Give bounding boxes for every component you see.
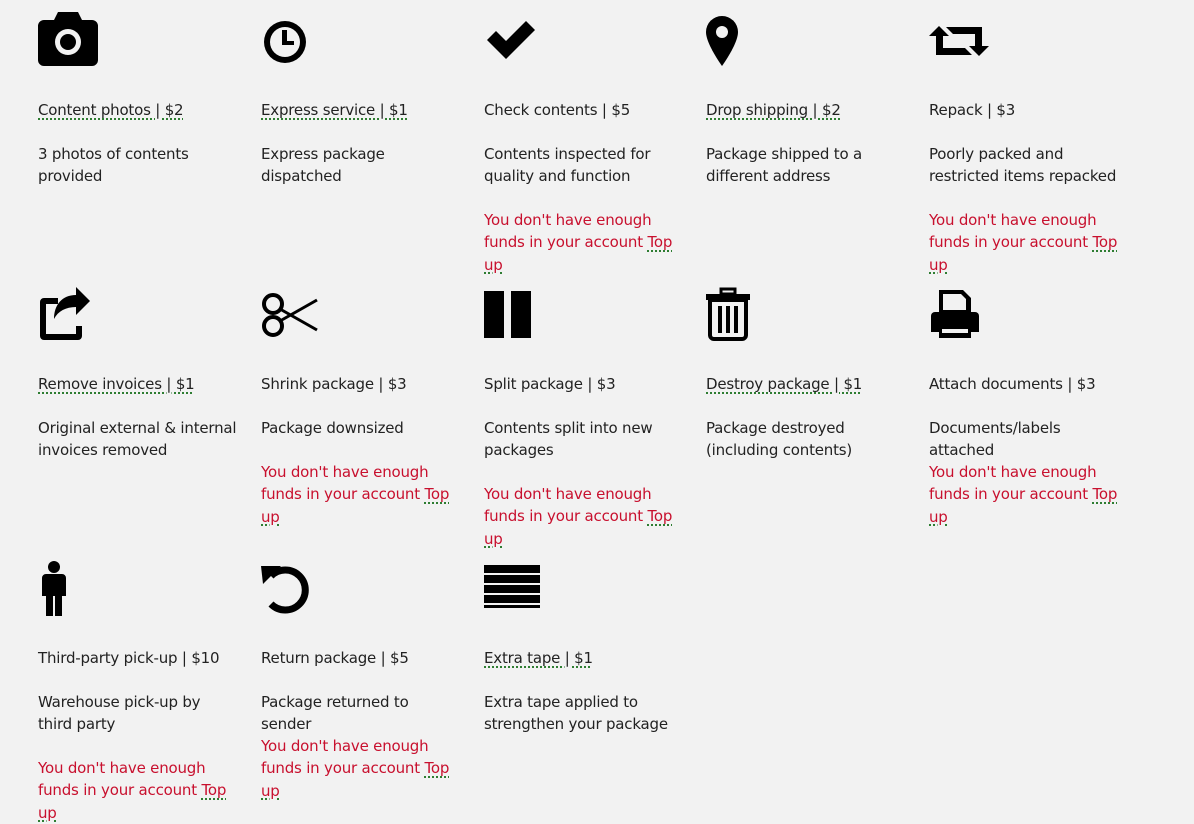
insufficient-funds-warning: You don't have enough funds in your account Top up [261,463,450,526]
top-up-link[interactable]: Top up [929,233,1118,274]
undo-icon [261,558,313,618]
pause-icon [484,284,534,344]
service-title: Shrink package | $3 [261,375,407,393]
top-up-link[interactable]: Top up [929,485,1118,526]
service-title: Check contents | $5 [484,101,631,119]
service-description: Package destroyed (including contents) [706,419,853,459]
service-title: Split package | $3 [484,375,616,393]
insufficient-funds-warning: You don't have enough funds in your account Top up [261,737,450,800]
service-description: 3 photos of contents provided [38,145,189,185]
service-title: Third-party pick-up | $10 [38,649,220,667]
share-icon [38,284,94,344]
service-description: Express package dispatched [261,145,385,185]
service-description: Contents inspected for quality and function [484,145,651,185]
service-description: Original external & internal invoices removed [38,419,237,459]
checkmark-icon [484,10,540,70]
camera-icon [38,10,98,70]
printer-icon [929,284,983,344]
retweet-icon [929,10,991,70]
service-title[interactable]: Extra tape | $1 [484,649,593,667]
service-description: Package shipped to a different address [706,145,863,185]
scissors-icon [261,284,321,344]
service-title[interactable]: Content photos | $2 [38,101,184,119]
top-up-link[interactable]: Top up [484,507,673,548]
tape-lines-icon [484,558,542,618]
insufficient-funds-warning: You don't have enough funds in your account Top up [929,211,1118,274]
service-description: Package returned to sender [261,693,409,733]
service-title[interactable]: Remove invoices | $1 [38,375,195,393]
top-up-link[interactable]: Top up [38,781,227,822]
service-description: Warehouse pick-up by third party [38,693,201,733]
service-description: Documents/labels attached [929,419,1061,459]
insufficient-funds-warning: You don't have enough funds in your account Top up [929,463,1118,526]
top-up-link[interactable]: Top up [261,485,450,526]
service-title[interactable]: Express service | $1 [261,101,408,119]
service-description: Package downsized [261,419,404,437]
insufficient-funds-warning: You don't have enough funds in your account Top up [484,485,673,548]
trash-icon [706,284,752,344]
service-title: Repack | $3 [929,101,1016,119]
top-up-link[interactable]: Top up [484,233,673,274]
map-marker-icon [706,10,742,70]
service-title: Return package | $5 [261,649,409,667]
service-description: Poorly packed and restricted items repacked [929,145,1117,185]
service-title[interactable]: Destroy package | $1 [706,375,863,393]
clock-icon [261,10,311,70]
service-description: Contents split into new packages [484,419,653,459]
insufficient-funds-warning: You don't have enough funds in your account Top up [484,211,673,274]
insufficient-funds-warning: You don't have enough funds in your account Top up [38,759,227,822]
service-title: Attach documents | $3 [929,375,1096,393]
service-title[interactable]: Drop shipping | $2 [706,101,841,119]
top-up-link[interactable]: Top up [261,759,450,800]
person-icon [38,558,72,618]
service-description: Extra tape applied to strengthen your package [484,693,668,733]
